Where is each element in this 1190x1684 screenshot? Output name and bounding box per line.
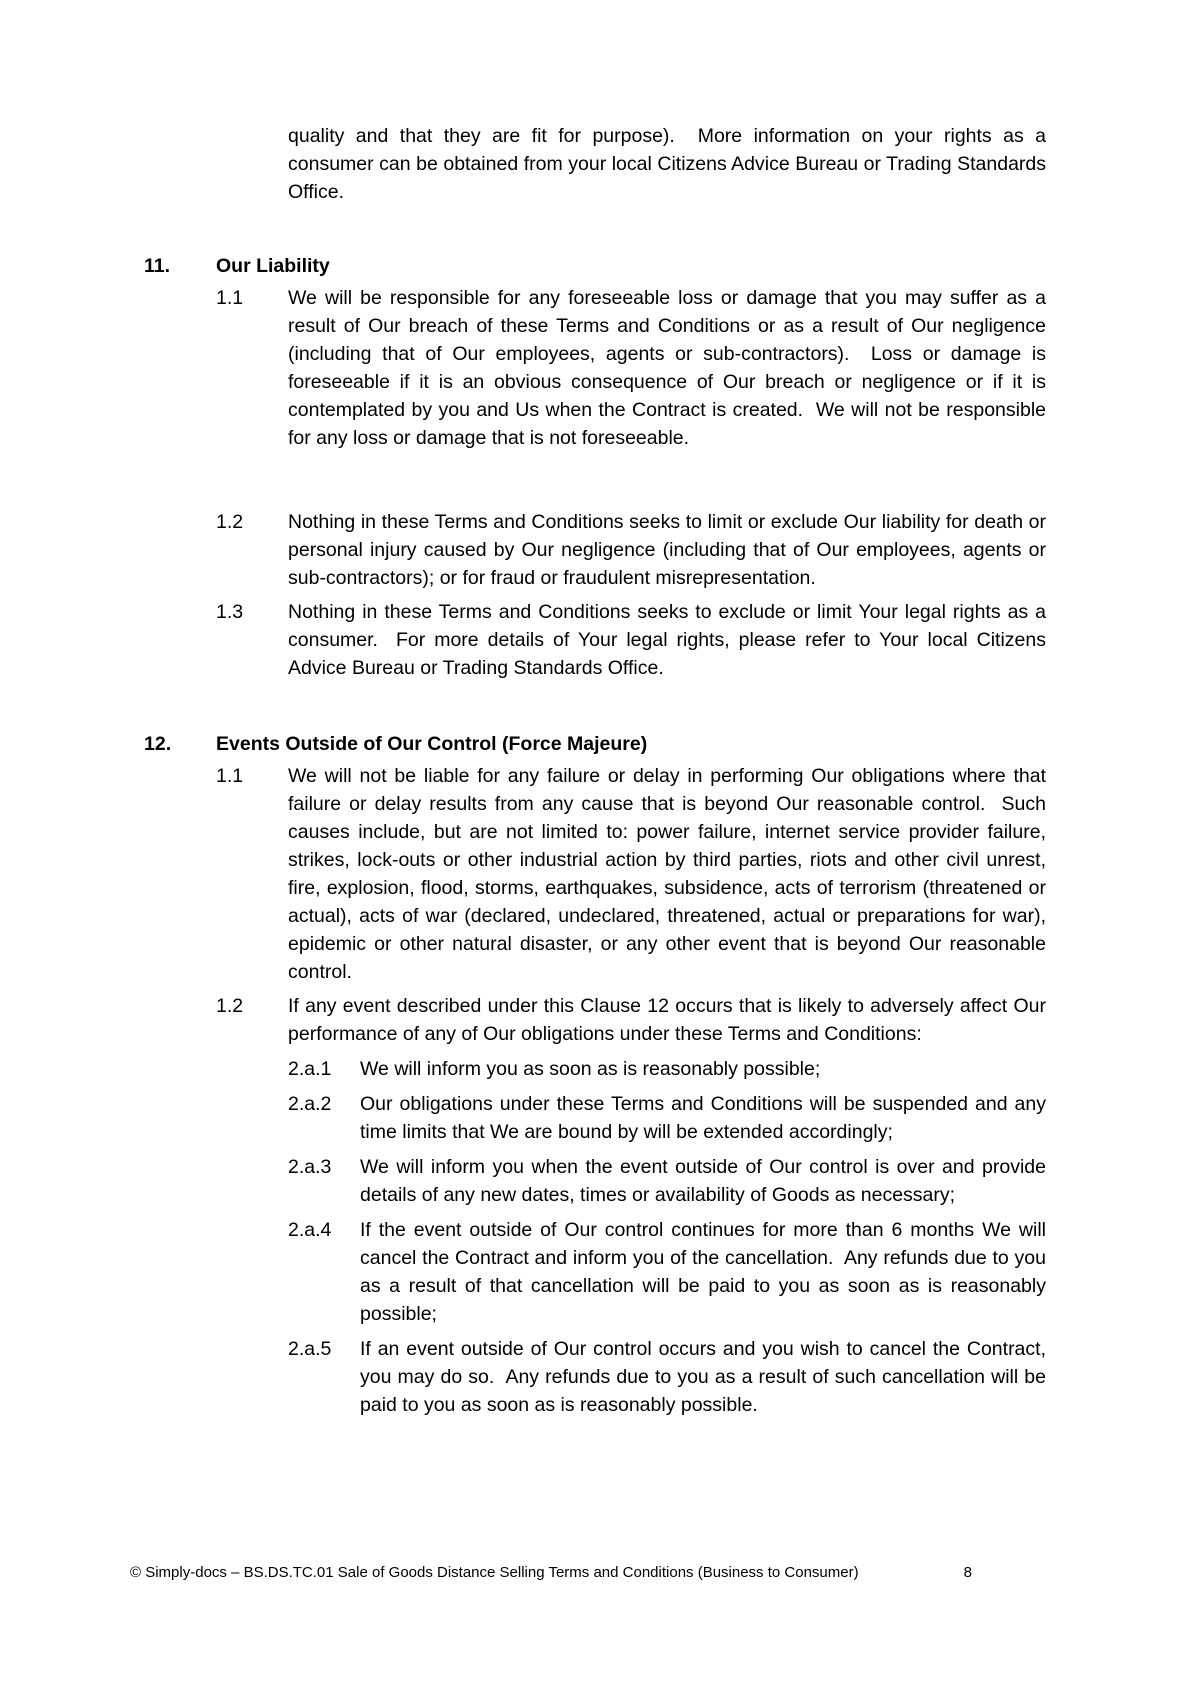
clause-text: We will be responsible for any foreseeable loss or damage that you may suffer as a result of Our breach of these Terms and Conditions or as a result of Our negligence (including that of Our employees, agents or sub-contractors). Loss or damage is foreseeable if it is an obvious consequence of Our breach or negligence or if it is contemplated by you and Us when the Contract is created. We will not be responsible for any loss or damage that is not foreseeable. (288, 287, 1052, 449)
subclause-text: We will inform you as soon as is reasonably possible; (360, 1058, 821, 1080)
subclause (288, 1090, 1052, 1146)
clause-text: We will not be liable for any failure or delay in performing Our obligations where that failure or delay results from any cause that is beyond Our reasonable control. Such causes include, but are not limited to: power failure, internet service provider failure, strikes, lock-outs or other industrial action by third parties, riots and other civil unrest, fire, explosion, flood, storms, earthquakes, subsidence, acts of terrorism (threatened or actual), acts of war (declared, undeclared, threatened, actual or preparations for war), epidemic or other natural disaster, or any other event that is beyond Our reasonable control. (288, 765, 1052, 983)
clause-number: 1.1 (216, 287, 244, 309)
clause-text: If any event described under this Clause 12 occurs that is likely to adversely affect Our performance of any of Our obligations under these Terms and Conditions: (288, 995, 1052, 1045)
clause-text: Nothing in these Terms and Conditions seeks to limit or exclude Our liability for death or personal injury caused by Our negligence (including that of Our employees, agents or sub-contractors); or for fraud or fraudulent misrepresentation. (288, 511, 1052, 589)
subclause-text: Our obligations under these Terms and Conditions will be suspended and any time limits that We are bound by will be extended accordingly; (360, 1093, 1052, 1143)
clause-number: 1.1 (216, 765, 244, 787)
subclause (288, 1216, 1052, 1328)
section-heading (144, 730, 1046, 758)
clause-text: Nothing in these Terms and Conditions seeks to exclude or limit Your legal rights as a consumer. For more details of Your legal rights, please refer to Your local Citizens Advice Bureau or Trading Standards Office. (288, 601, 1052, 679)
page-footer (130, 1563, 972, 1583)
clause (216, 992, 1052, 1048)
section-title: Our Liability (216, 255, 330, 277)
section-number: 12. (144, 733, 172, 755)
subclause-number: 2.a.5 (288, 1338, 332, 1360)
section-number: 11. (144, 255, 171, 277)
subclause-text: If an event outside of Our control occurs and you wish to cancel the Contract, you may do so. Any refunds due to you as a result of such cancellation will be paid to you as soon as is reasonably possible. (360, 1338, 1052, 1416)
subclause-number: 2.a.4 (288, 1219, 332, 1241)
clause-number: 1.3 (216, 601, 244, 623)
intro-paragraph: quality and that they are fit for purpose). More information on your rights as a consumer can be obtained from your local Citizens Advice Bureau or Trading Standards Office. (288, 125, 1052, 203)
page-number: 8 (963, 1564, 972, 1581)
subclause-list (288, 1055, 1052, 1419)
subclause (288, 1335, 1052, 1419)
clause (216, 762, 1052, 986)
clause (216, 598, 1052, 682)
subclause-number: 2.a.2 (288, 1093, 332, 1115)
document-content (144, 122, 1052, 1426)
subclause (288, 1153, 1052, 1209)
subclause-text: We will inform you when the event outside of Our control is over and provide details of any new dates, times or availability of Goods as necessary; (360, 1156, 1052, 1206)
section-heading (144, 252, 1046, 280)
subclause-number: 2.a.3 (288, 1156, 332, 1178)
clause (216, 508, 1052, 592)
clause-number: 1.2 (216, 995, 244, 1017)
clause (216, 284, 1052, 452)
section-force-majeure (144, 730, 1052, 1419)
footer-text: © Simply-docs – BS.DS.TC.01 Sale of Goods Distance Selling Terms and Conditions (Business to Consumer) (130, 1564, 859, 1581)
subclause-text: If the event outside of Our control continues for more than 6 months We will cancel the Contract and inform you of the cancellation. Any refunds due to you as a result of that cancellation will be paid to you as soon as is reasonably possible; (360, 1219, 1052, 1325)
section-title: Events Outside of Our Control (Force Majeure) (216, 733, 648, 755)
subclause-number: 2.a.1 (288, 1058, 332, 1080)
section-our-liability (144, 252, 1052, 682)
clause-number: 1.2 (216, 511, 244, 533)
subclause (288, 1055, 1046, 1083)
